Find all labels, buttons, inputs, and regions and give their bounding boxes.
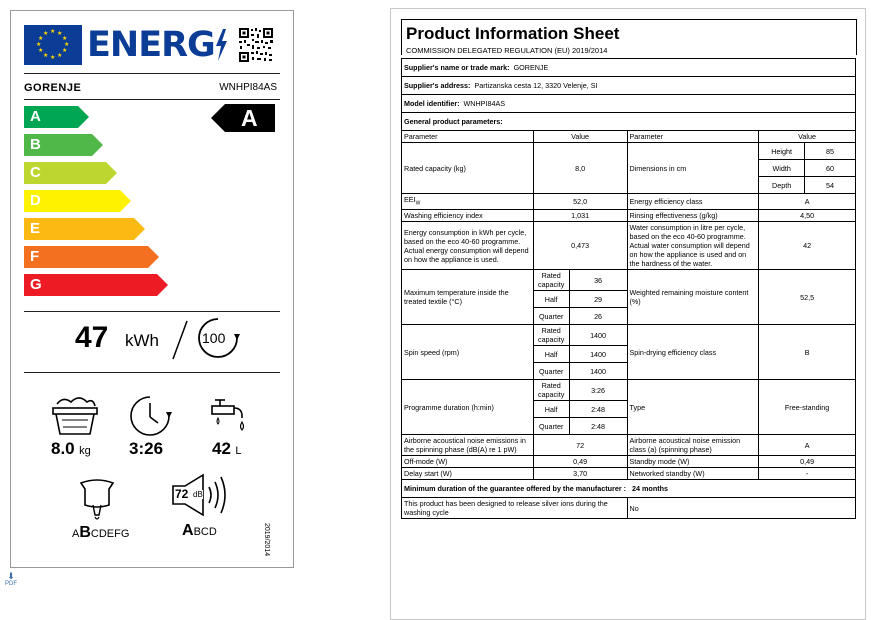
product-table [401,58,856,519]
height-value: 85 [805,143,856,160]
rated-class-letter: A [241,105,258,131]
class-arrow-f [24,246,148,268]
cycles-value: 100 [202,330,226,346]
capacity-unit: kg [79,445,91,457]
rated-capacity-sublabel: Rated capacity [533,270,569,291]
class-arrow-a [24,106,78,128]
model-identifier: WNHPI84AS [219,82,277,93]
duration-half: 2:48 [569,401,627,418]
networked-value: - [759,468,856,480]
table-row [402,77,856,95]
noise-class-highlight: A [182,522,194,539]
qr-code-icon [238,27,274,63]
noise-class-suffix: BCD [193,526,217,538]
rated-capacity-sublabel: Rated capacity [533,380,569,401]
delay-label: Delay start (W) [402,468,534,480]
guarantee-value: 24 months [632,484,668,494]
energy-consumption-label: Energy consumption in kWh per cycle, based on the eco 40-60 programme. Actual energy consumption will depend on how the appliance is used. [402,222,534,270]
noise-unit: dB [193,490,203,499]
regulation-code: 2019/2014 [263,523,270,557]
quarter-label: Quarter [533,308,569,325]
noise-value: 72 [175,487,189,501]
washing-index-value: 1,031 [533,210,627,222]
spin-half: 1400 [569,346,627,363]
silver-value: No [627,498,856,519]
water-readout [212,439,242,459]
table-row [402,59,856,77]
max-temp-rated: 36 [569,270,627,291]
sheet-header [401,19,857,55]
laundry-basket-icon [49,394,101,438]
guarantee-cell [402,480,856,498]
divider [24,73,280,74]
table-row [402,95,856,113]
col-value: Value [533,131,627,143]
noise-class-value: A [759,435,856,456]
class-arrow-b [24,134,92,156]
spin-class-highlight: B [79,524,91,541]
download-icon: ⬇ [7,571,15,581]
type-label: Type [627,380,759,435]
table-row [402,435,856,456]
energy-consumption-value: 0,473 [533,222,627,270]
table-row [402,380,856,401]
pdf-download-link[interactable] [4,572,18,587]
noise-class-scale [182,522,217,540]
class-letter: B [30,136,41,153]
washing-index-label: Washing efficiency index [402,210,534,222]
class-letter: E [30,220,41,237]
table-row [402,498,856,519]
pdf-label: PDF [5,581,17,587]
class-letter: D [30,192,41,209]
half-label: Half [533,291,569,308]
noise-speaker-icon [171,473,233,517]
spin-speed-label: Spin speed (rpm) [402,325,534,380]
model-identifier: WNHPI84AS [463,99,506,108]
dimensions-label: Dimensions in cm [627,143,759,194]
depth-label: Depth [759,177,805,194]
table-row [402,143,856,160]
half-label: Half [533,401,569,418]
type-value: Free-standing [759,380,856,435]
class-letter: G [30,276,42,293]
max-temp-half: 29 [569,291,627,308]
spin-class-scale [72,524,129,542]
energy-class-label: Energy efficiency class [627,194,759,210]
rinsing-value: 4,50 [759,210,856,222]
rated-capacity-label: Rated capacity (kg) [402,143,534,194]
class-arrow-d [24,190,120,212]
width-label: Width [759,160,805,177]
rated-capacity-value: 8,0 [533,143,627,194]
offmode-value: 0,49 [533,456,627,468]
table-header-row [402,131,856,143]
spin-quarter: 1400 [569,363,627,380]
rinsing-label: Rinsing effectiveness (g/kg) [627,210,759,222]
rated-capacity-sublabel: Rated capacity [533,325,569,346]
table-row [402,456,856,468]
spin-class-prefix: A [72,528,80,540]
energy-title: ENERG [87,25,215,65]
supplier-name-cell [402,59,856,77]
silver-label: This product has been designed to release silver ions during the washing cycle [402,498,628,519]
max-temp-label: Maximum temperature inside the treated textile (°C) [402,270,534,325]
spin-class-value: B [759,325,856,380]
moisture-value: 52,5 [759,270,856,325]
max-temp-quarter: 26 [569,308,627,325]
quarter-label: Quarter [533,363,569,380]
sheet-regulation: COMMISSION DELEGATED REGULATION (EU) 2019/2014 [406,46,608,55]
duration-quarter: 2:48 [569,418,627,435]
eei-label: EEI [404,195,416,204]
water-consumption-label: Water consumption in litre per cycle, based on the eco 40-60 programme. Actual water consumption will depend on how the appliance is used and on the hardness of the water. [627,222,759,270]
class-arrow-g [24,274,157,296]
eei-value: 52,0 [533,194,627,210]
water-unit: L [235,445,242,457]
table-row [402,468,856,480]
col-value: Value [759,131,856,143]
class-arrow-e [24,218,134,240]
supplier-name-label: Supplier's name or trade mark: [404,63,510,72]
supplier-address-cell [402,77,856,95]
col-parameter: Parameter [402,131,534,143]
supplier-address-label: Supplier's address: [404,81,471,90]
duration-rated: 3:26 [569,380,627,401]
offmode-label: Off-mode (W) [402,456,534,468]
class-letter: C [30,164,41,181]
water-consumption-value: 42 [759,222,856,270]
energy-consumption-value: 47 [75,321,109,354]
model-label: Model identifier: [404,99,460,108]
noise-class-label: Airborne acoustical noise emission class (a) (spinning phase) [627,435,759,456]
brand-name: GORENJE [24,82,82,94]
spin-class-label: Spin-drying efficiency class [627,325,759,380]
table-row [402,480,856,498]
standby-label: Standby mode (W) [627,456,759,468]
capacity-value: 8.0 [51,439,75,458]
separator-slash [169,319,191,361]
table-row [402,194,856,210]
duration-value: 3:26 [129,439,164,458]
cycles-icon [196,316,240,360]
divider [24,99,280,100]
networked-label: Networked standby (W) [627,468,759,480]
water-tap-icon [206,394,250,438]
moisture-label: Weighted remaining moisture content (%) [627,270,759,325]
guarantee-label: Minimum duration of the guarantee offered by the manufacturer : [404,484,627,494]
eei-subscript: W [415,200,421,207]
width-value: 60 [805,160,856,177]
class-letter: F [30,248,40,265]
table-row [402,113,856,131]
col-parameter: Parameter [627,131,759,143]
table-row [402,325,856,346]
sheet-title: Product Information Sheet [406,24,620,43]
rated-class-arrow [211,104,275,132]
supplier-address: Partizanska cesta 12, 3320 Velenje, SI [474,81,598,90]
spin-class-suffix: CDEFG [90,528,130,540]
class-letter: A [30,108,41,125]
energy-consumption-unit: kWh [125,331,159,350]
delay-value: 3,70 [533,468,627,480]
spin-rated: 1400 [569,325,627,346]
supplier-name: GORENJE [513,63,549,72]
depth-value: 54 [805,177,856,194]
capacity-readout [51,439,91,459]
half-label: Half [533,346,569,363]
spin-shirt-icon [73,475,121,521]
general-parameters-label: General product parameters: [402,113,856,131]
divider [24,372,280,373]
model-cell [402,95,856,113]
class-arrow-c [24,162,106,184]
noise-value: 72 [533,435,627,456]
eu-flag-icon: ★ ★ ★ ★ ★ ★ ★ ★ ★ ★ ★ ★ [24,25,82,65]
water-value: 42 [212,439,231,458]
table-row [402,210,856,222]
noise-label: Airborne acoustical noise emissions in the spinning phase (dB(A) re 1 pW) [402,435,534,456]
height-label: Height [759,143,805,160]
table-row [402,222,856,270]
standby-value: 0,49 [759,456,856,468]
clock-icon [128,394,172,438]
lightning-bolt-icon [214,29,228,61]
duration-label: Programme duration (h:min) [402,380,534,435]
divider [24,311,280,312]
table-row [402,270,856,291]
eei-cell [402,194,534,210]
energy-label [10,10,294,568]
quarter-label: Quarter [533,418,569,435]
energy-class-value: A [759,194,856,210]
product-information-sheet [390,8,866,620]
